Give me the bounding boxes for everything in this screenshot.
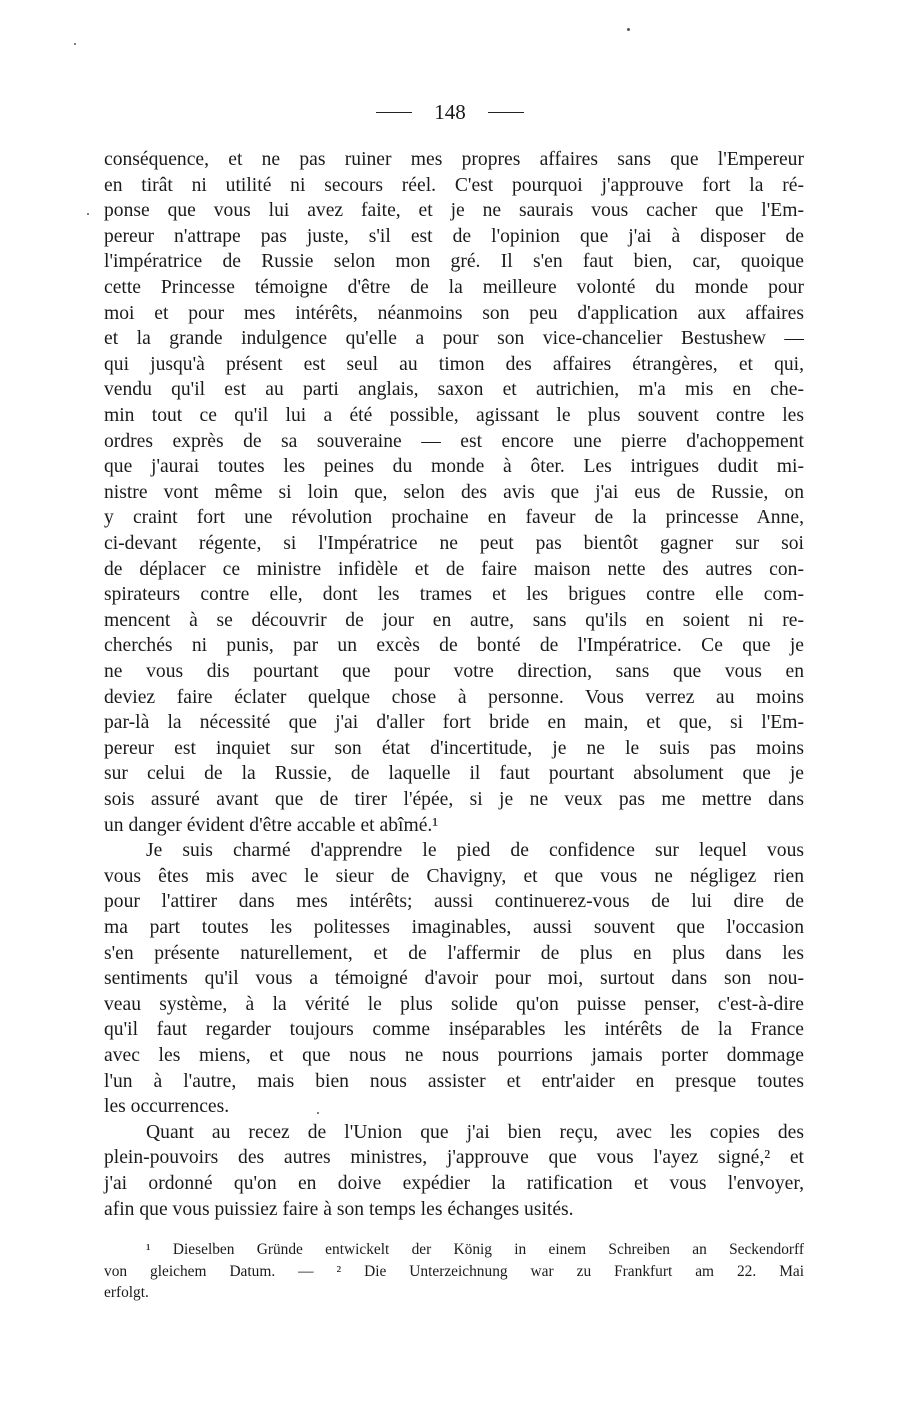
text-line: nistre vont même si loin que, selon des avis que j'ai eus de Russie, on	[104, 481, 804, 503]
text-line: pereur est inquiet sur son état d'incertitude, je ne le suis pas moins	[104, 737, 804, 759]
text-line: ne vous dis pourtant que pour votre direction, sans que vous en	[104, 661, 804, 682]
text-line: sois assuré avant que de tirer l'épée, si je ne veux pas me mettre dans	[104, 789, 804, 810]
scan-speck	[627, 28, 630, 31]
text-line: min tout ce qu'il lui a été possible, agissant le plus souvent contre les	[104, 405, 804, 426]
header-dash-left	[376, 112, 412, 113]
text-line: par-là la nécessité que j'ai d'aller fort bride en main, et que, si l'Em-	[104, 712, 804, 734]
text-line: plein-pouvoirs des autres ministres, j'approuve que vous l'ayez signé,² et	[104, 1147, 804, 1169]
text-line: avec les miens, et que nous ne nous pourrions jamais porter dommage	[104, 1045, 804, 1066]
text-line: ma part toutes les politesses imaginables, aussi souvent que l'occasion	[104, 917, 804, 938]
page-number: 148	[434, 100, 466, 124]
text-line: l'impératrice de Russie selon mon gré. Il s'en faut bien, car, quoique	[104, 251, 804, 273]
text-line: afin que vous puissiez faire à son temps les échanges usités.	[104, 1198, 574, 1220]
text-line: sentiments qu'il vous a témoigné d'avoir pour moi, surtout dans son nou-	[104, 968, 804, 990]
footnote-line: ¹ Dieselben Gründe entwickelt der König in einem Schreiben an Seckendorff	[146, 1241, 804, 1258]
text-line: j'ai ordonné qu'on en doive expédier la ratification et vous l'envoyer,	[104, 1173, 804, 1194]
text-line: Quant au recez de l'Union que j'ai bien reçu, avec les copies des	[146, 1121, 804, 1143]
footnote-line: erfolgt.	[104, 1284, 149, 1301]
text-line: ponse que vous lui avez faite, et je ne saurais vous cacher que l'Em-	[104, 200, 804, 222]
text-line: l'un à l'autre, mais bien nous assister et entr'aider en presque toutes	[104, 1070, 804, 1092]
text-line: en tirât ni utilité ni secours réel. C'est pourquoi j'approuve fort la ré-	[104, 174, 804, 196]
scan-speck	[74, 43, 76, 45]
text-line: moi et pour mes intérêts, néanmoins son peu d'application aux affaires	[104, 302, 804, 324]
text-line: conséquence, et ne pas ruiner mes propres affaires sans que l'Empereur	[104, 149, 804, 170]
text-line: s'en présente naturellement, et de l'affermir de plus en plus dans les	[104, 942, 804, 964]
text-line: et la grande indulgence qu'elle a pour son vice-chancelier Bestushew —	[104, 328, 804, 350]
text-line: un danger évident d'être accable et abîmé.¹	[104, 814, 439, 836]
text-line: vous êtes mis avec le sieur de Chavigny, et que vous ne négligez rien	[104, 865, 804, 887]
scan-speck	[87, 213, 89, 215]
text-line: cette Princesse témoigne d'être de la meilleure volonté du monde pour	[104, 277, 804, 298]
text-line: que j'aurai toutes les peines du monde à ôter. Les intrigues dudit mi-	[104, 456, 804, 478]
header-dash-right	[488, 112, 524, 113]
text-line: y craint fort une révolution prochaine en faveur de la princesse Anne,	[104, 507, 804, 529]
scan-speck	[317, 1112, 319, 1114]
text-line: cherchés ni punis, par un excès de bonté de l'Impératrice. Ce que je	[104, 635, 804, 657]
text-line: qu'il faut regarder toujours comme inséparables les intérêts de la France	[104, 1019, 804, 1041]
text-line: vendu qu'il est au parti anglais, saxon et autrichien, m'a mis en che-	[104, 379, 804, 401]
text-line: veau système, à la vérité le plus solide qu'on puisse penser, c'est-à-dire	[104, 993, 804, 1015]
text-line: qui jusqu'à présent est seul au timon des affaires étrangères, et qui,	[104, 353, 804, 375]
text-line: sur celui de la Russie, de laquelle il faut pourtant absolument que je	[104, 763, 804, 785]
text-line: pour l'attirer dans mes intérêts; aussi continuerez-vous de lui dire de	[104, 891, 804, 913]
text-line: deviez faire éclater quelque chose à personne. Vous verrez au moins	[104, 686, 804, 708]
text-line: mencent à se découvrir de jour en autre, sans qu'ils en soient ni re-	[104, 609, 804, 631]
text-line: Je suis charmé d'apprendre le pied de confidence sur lequel vous	[146, 840, 804, 862]
footnote-line: von gleichem Datum. — ² Die Unterzeichnung war zu Frankfurt am 22. Mai	[104, 1263, 804, 1280]
page-header	[0, 100, 900, 124]
text-line: ci-devant régente, si l'Impératrice ne peut pas bientôt gagner sur soi	[104, 533, 804, 554]
text-line: les occurrences.	[104, 1096, 230, 1118]
text-line: spirateurs contre elle, dont les trames et les brigues contre elle com-	[104, 584, 804, 606]
text-line: pereur n'attrape pas juste, s'il est de l'opinion que j'ai à disposer de	[104, 225, 804, 247]
text-line: ordres exprès de sa souveraine — est encore une pierre d'achoppement	[104, 430, 804, 452]
text-line: de déplacer ce ministre infidèle et de faire maison nette des autres con-	[104, 558, 804, 580]
